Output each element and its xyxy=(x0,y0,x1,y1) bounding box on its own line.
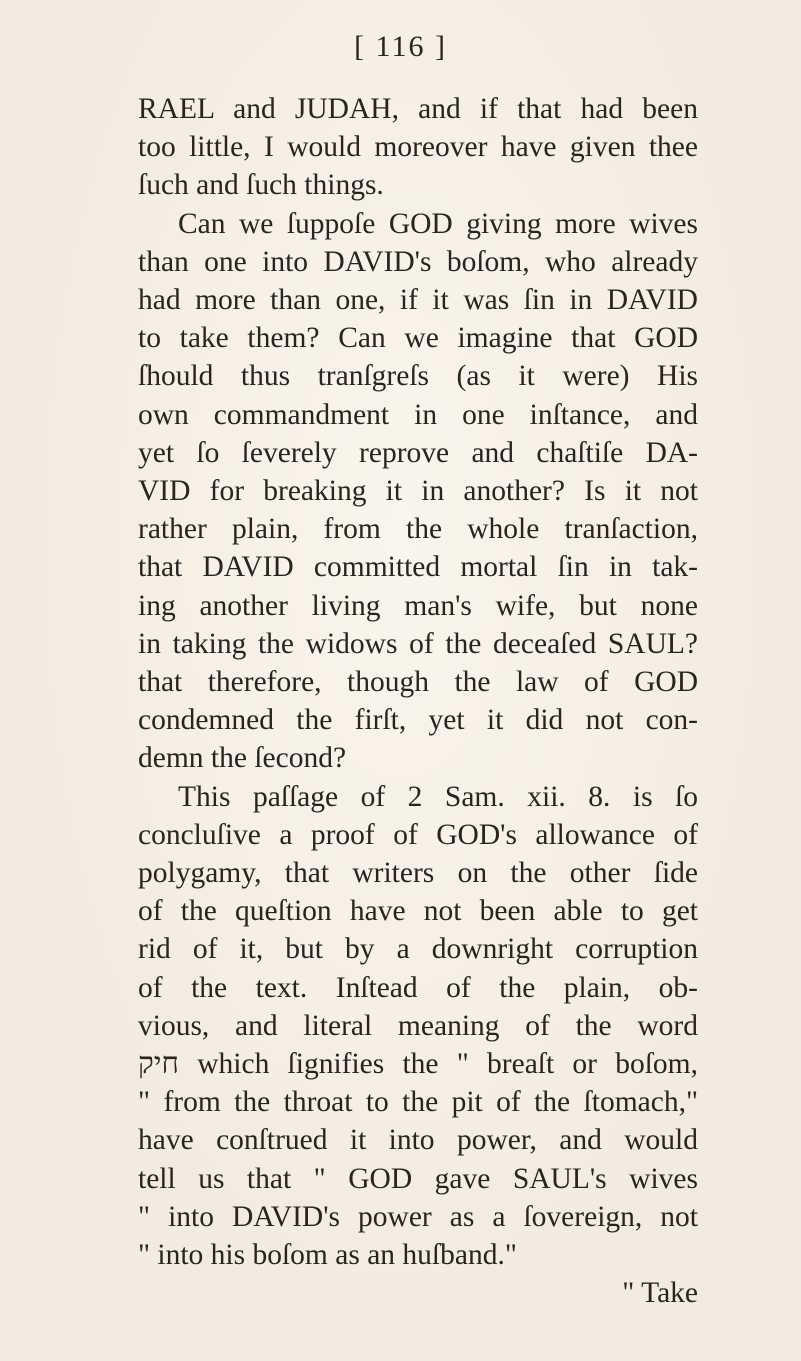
catchword: " Take xyxy=(622,1277,698,1310)
text-line: that DAVID committed mortal ſin in tak- xyxy=(138,551,698,584)
text-line: Can we ſuppoſe GOD giving more wives xyxy=(178,207,698,240)
page-number: [ 116 ] xyxy=(354,30,447,63)
text-line: This paſſage of 2 Sam. xii. 8. is ſo xyxy=(178,780,698,813)
text-line: have conſtrued it into power, and would xyxy=(138,1124,698,1157)
text-line: rid of it, but by a downright corruption xyxy=(138,933,698,966)
text-line: of the queſtion have not been able to get xyxy=(138,895,698,928)
body-text xyxy=(138,90,698,1313)
text-line: polygamy, that writers on the other ſide xyxy=(138,857,698,890)
text-line: ſhould thus tranſgreſs (as it were) His xyxy=(138,360,698,393)
text-line: " into DAVID's power as a ſovereign, not xyxy=(138,1200,698,1233)
text-line: rather plain, from the whole tranſaction, xyxy=(138,513,698,546)
text-line: ſuch and ſuch things. xyxy=(138,169,384,202)
text-line: own commandment in one inſtance, and xyxy=(138,398,698,431)
text-line: condemned the firſt, yet it did not con- xyxy=(138,704,698,737)
text-line: yet ſo ſeverely reprove and chaſtiſe DA- xyxy=(138,436,698,469)
text-line: that therefore, though the law of GOD xyxy=(138,666,698,699)
text-line: VID for breaking it in another? Is it not xyxy=(138,475,698,508)
text-line: had more than one, if it was ſin in DAVID xyxy=(138,284,698,317)
text-line: " from the throat to the pit of the ſtomach," xyxy=(138,1086,698,1119)
text-line: חיק which ſignifies the " breaſt or boſom, xyxy=(138,1048,698,1081)
text-line: tell us that " GOD gave SAUL's wives xyxy=(138,1162,698,1195)
text-line: vious, and literal meaning of the word xyxy=(138,1009,698,1042)
text-line: too little, I would moreover have given thee xyxy=(138,131,698,164)
text-line: to take them? Can we imagine that GOD xyxy=(138,322,698,355)
text-line: in taking the widows of the deceaſed SAUL? xyxy=(138,627,698,660)
text-line: demn the ſecond? xyxy=(138,742,347,775)
text-line: of the text. Inſtead of the plain, ob- xyxy=(138,971,698,1004)
text-line: RAEL and JUDAH, and if that had been xyxy=(138,93,698,125)
text-line: than one into DAVID's boſom, who already xyxy=(138,245,698,278)
text-line: concluſive a proof of GOD's allowance of xyxy=(138,818,698,851)
text-line: " into his boſom as an huſband." xyxy=(138,1239,517,1272)
text-line: ing another living man's wife, but none xyxy=(138,589,698,622)
